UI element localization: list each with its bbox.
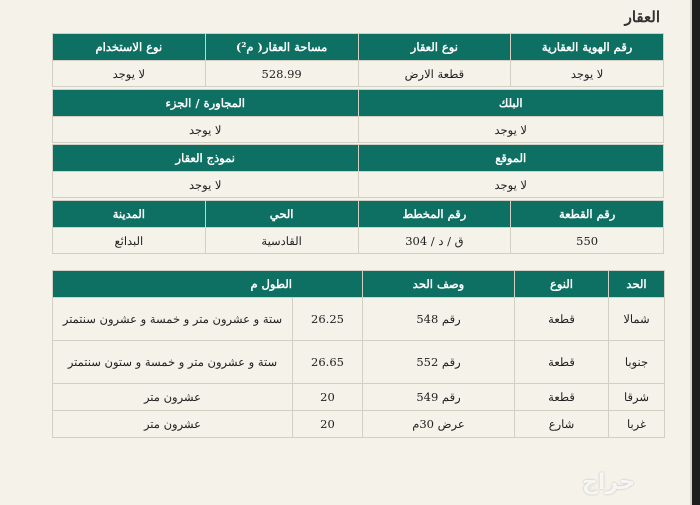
header-cell: نوع العقار xyxy=(358,34,511,61)
header-cell: نموذج العقار xyxy=(53,145,359,172)
header-cell: رقم القطعة xyxy=(511,201,664,228)
length-text-cell: عشرون متر xyxy=(53,384,293,411)
length-text-cell: ستة و عشرون متر و خمسة و عشرون سنتمتر xyxy=(53,298,293,341)
header-cell: نوع الاستخدام xyxy=(53,34,206,61)
type-cell: شارع xyxy=(515,411,609,438)
header-cell: الموقع xyxy=(358,145,664,172)
boundaries-table xyxy=(52,270,665,438)
desc-cell: رقم 552 xyxy=(363,341,515,384)
plot-table xyxy=(52,200,664,254)
length-text-cell: ستة و عشرون متر و خمسة و ستون سنتمتر xyxy=(53,341,293,384)
value-cell: لا يوجد xyxy=(53,61,206,87)
header-cell: الطول م xyxy=(53,271,363,298)
length-cell: 20 xyxy=(293,411,363,438)
value-cell: 550 xyxy=(511,228,664,254)
location-table xyxy=(52,144,664,198)
desc-cell: عرض 30م xyxy=(363,411,515,438)
side-cell: شرقا xyxy=(609,384,665,411)
length-text-cell: عشرون متر xyxy=(53,411,293,438)
side-cell: جنوبا xyxy=(609,341,665,384)
value-cell: لا يوجد xyxy=(358,117,664,143)
type-cell: قطعة xyxy=(515,384,609,411)
value-cell: لا يوجد xyxy=(53,172,359,198)
length-cell: 20 xyxy=(293,384,363,411)
header-cell: البلك xyxy=(358,90,664,117)
value-cell: ق / د / 304 xyxy=(358,228,511,254)
property-info-table xyxy=(52,33,664,87)
desc-cell: رقم 548 xyxy=(363,298,515,341)
section-title: العقار xyxy=(624,8,660,26)
type-cell: قطعة xyxy=(515,341,609,384)
desc-cell: رقم 549 xyxy=(363,384,515,411)
value-cell: قطعة الارض xyxy=(358,61,511,87)
haraj-watermark-logo: حراج xyxy=(582,470,635,495)
block-table xyxy=(52,89,664,143)
value-cell: 528.99 xyxy=(205,61,358,87)
value-cell: لا يوجد xyxy=(358,172,664,198)
value-cell: القادسية xyxy=(205,228,358,254)
length-cell: 26.65 xyxy=(293,341,363,384)
value-cell: لا يوجد xyxy=(53,117,359,143)
header-cell: المدينة xyxy=(53,201,206,228)
header-cell: وصف الحد xyxy=(363,271,515,298)
header-cell: مساحة العقار( م²) xyxy=(205,34,358,61)
header-cell: الحد xyxy=(609,271,665,298)
table-row xyxy=(53,384,665,411)
table-row xyxy=(53,298,665,341)
header-cell: النوع xyxy=(515,271,609,298)
value-cell: لا يوجد xyxy=(511,61,664,87)
header-cell: رقم المخطط xyxy=(358,201,511,228)
type-cell: قطعة xyxy=(515,298,609,341)
table-row xyxy=(53,341,665,384)
header-cell: المجاورة / الجزء xyxy=(53,90,359,117)
side-cell: غربا xyxy=(609,411,665,438)
header-cell: رقم الهوية العقارية xyxy=(511,34,664,61)
side-border xyxy=(692,0,700,505)
side-cell: شمالا xyxy=(609,298,665,341)
table-row xyxy=(53,411,665,438)
length-cell: 26.25 xyxy=(293,298,363,341)
header-cell: الحي xyxy=(205,201,358,228)
value-cell: البدائع xyxy=(53,228,206,254)
